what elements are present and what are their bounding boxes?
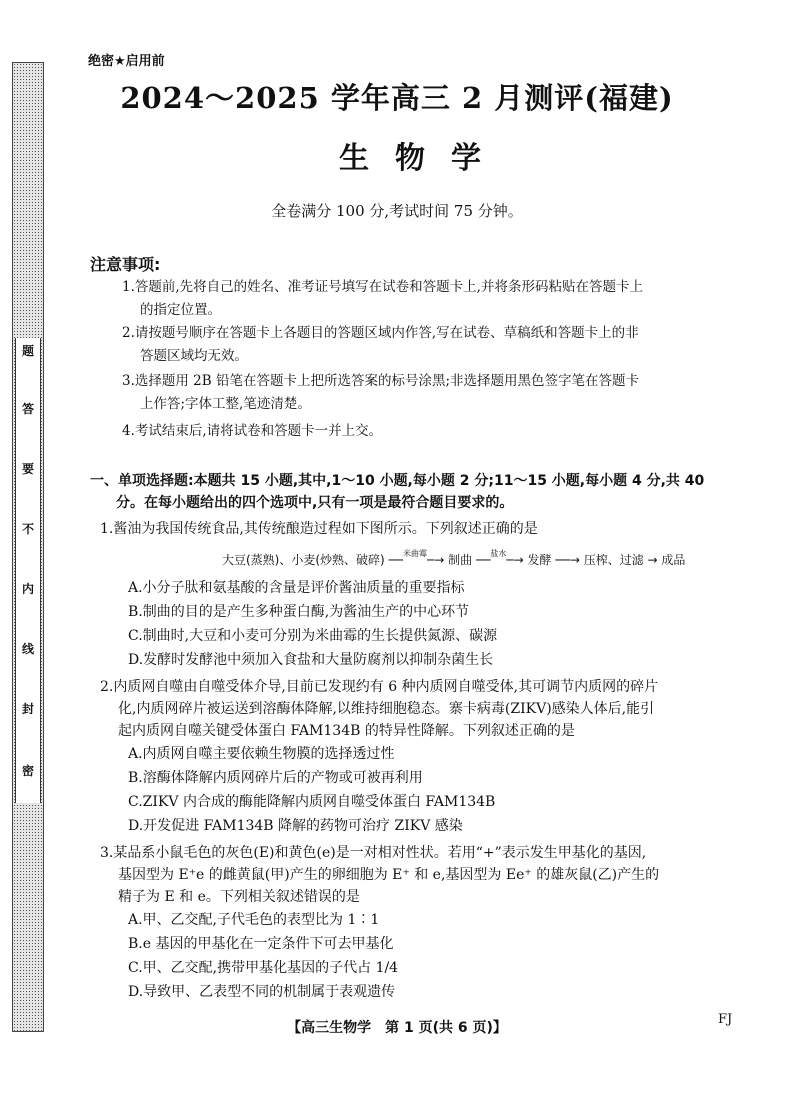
question-1-option-a: A.小分子肽和氨基酸的含量是评价酱油质量的重要指标 (128, 580, 465, 596)
notice-title: 注意事项: (90, 255, 161, 274)
question-2-stem (100, 676, 745, 742)
notice-line: 上作答;字体工整,笔迹清楚。 (140, 396, 311, 412)
flow-end: 压榨、过滤 → 成品 (583, 553, 686, 567)
flow-step: 发酵 (527, 553, 552, 567)
strip-char: 题 (21, 344, 34, 358)
question-2-option-b: B.溶酶体降解内质网碎片后的产物或可被再利用 (128, 770, 423, 786)
question-1-option-c: C.制曲时,大豆和小麦可分别为米曲霉的生长提供氮源、碳源 (128, 628, 498, 644)
question-3-stem (100, 842, 745, 908)
question-stem-line: 2.内质网自噬由自噬受体介导,目前已发现约有 6 种内质网自噬受体,其可调节内质网的碎片 (100, 679, 659, 695)
question-2-option-c: C.ZIKV 内合成的酶能降解内质网自噬受体蛋白 FAM134B (128, 794, 496, 810)
flow-start: 大豆(蒸熟)、小麦(炒熟、破碎) (222, 553, 385, 567)
flow-label: 米曲霉 (403, 549, 428, 558)
notice-item (122, 322, 772, 368)
strip-char: 要 (21, 462, 34, 476)
notice-item (122, 276, 772, 322)
question-3-option-b: B.e 基因的甲基化在一定条件下可去甲基化 (128, 936, 394, 952)
notice-item (122, 370, 772, 416)
flow-arrow-icon: ──→ (555, 553, 580, 567)
strip-char: 答 (21, 402, 34, 416)
question-1-option-b: B.制曲的目的是产生多种蛋白酶,为酱油生产的中心环节 (128, 604, 470, 620)
flow-arrow-icon: ── (388, 553, 404, 567)
question-3-option-d: D.导致甲、乙表型不同的机制属于表观遗传 (128, 984, 396, 1000)
section-heading-line: 一、单项选择题:本题共 15 小题,其中,1～10 小题,每小题 2 分;11～15 小题,每小题 4 分,共 40 (90, 473, 705, 489)
question-2-option-a: A.内质网自噬主要依赖生物膜的选择透过性 (128, 746, 395, 762)
question-stem-line: 基因型为 E⁺e 的雌黄鼠(甲)产生的卵细胞为 E⁺ 和 e,基因型为 Ee⁺ 的雄灰鼠(乙)产生的 (118, 867, 660, 883)
question-stem-line: 起内质网自噬关键受体蛋白 FAM134B 的特异性降解。下列叙述正确的是 (118, 723, 575, 739)
subject-title: 生物学 (339, 141, 507, 176)
binding-margin-label (15, 338, 41, 803)
question-3-option-c: C.甲、乙交配,携带甲基化基因的子代占 1/4 (128, 960, 399, 976)
strip-char: 不 (21, 522, 34, 536)
question-3-option-a: A.甲、乙交配,子代毛色的表型比为 1∶1 (128, 912, 380, 928)
section-heading-line: 分。在每小题给出的四个选项中,只有一项是最符合题目要求的。 (116, 495, 514, 511)
strip-char: 密 (21, 764, 34, 778)
question-stem-line: 精子为 E 和 e。下列相关叙述错误的是 (118, 889, 360, 905)
notice-line: 1.答题前,先将自己的姓名、准考证号填写在试卷和答题卡上,并将条形码粘贴在答题卡上 (122, 279, 643, 295)
flow-label: 盐水 (490, 549, 507, 558)
score-line: 全卷满分 100 分,考试时间 75 分钟。 (271, 202, 523, 220)
region-code: FJ (718, 1012, 733, 1027)
section-heading (90, 470, 740, 514)
question-1-stem: 1.酱油为我国传统食品,其传统酿造过程如下图所示。下列叙述正确的是 (100, 521, 538, 537)
fermentation-flow-diagram (222, 551, 685, 568)
page-footer: 【高三生物学 第 1 页(共 6 页)】 (287, 1020, 507, 1036)
exam-title: 2024～2025 学年高三 2 月测评(福建) (120, 81, 674, 115)
strip-char: 内 (21, 582, 34, 596)
notice-line: 的指定位置。 (140, 302, 221, 318)
strip-char: 封 (21, 702, 34, 716)
question-1-option-d: D.发酵时发酵池中须加入食盐和大量防腐剂以抑制杂菌生长 (128, 652, 494, 668)
notice-line: 2.请按题号顺序在答题卡上各题目的答题区域内作答,写在试卷、草稿纸和答题卡上的非 (122, 325, 639, 341)
question-stem-line: 化,内质网碎片被运送到溶酶体降解,以维持细胞稳态。寨卡病毒(ZIKV)感染人体后,能引 (118, 701, 655, 717)
notice-line: 4.考试结束后,请将试卷和答题卡一并上交。 (122, 423, 383, 439)
flow-step: 制曲 (448, 553, 473, 567)
flow-arrow-icon: ── (475, 553, 491, 567)
secret-label: 绝密★启用前 (88, 54, 165, 69)
question-2-option-d: D.开发促进 FAM134B 降解的药物可治疗 ZIKV 感染 (128, 818, 463, 834)
notice-line: 3.选择题用 2B 铅笔在答题卡上把所选答案的标号涂黑;非选择题用黑色签字笔在答题卡 (122, 373, 640, 389)
notice-line: 答题区域均无效。 (140, 348, 248, 364)
question-stem-line: 3.某品系小鼠毛色的灰色(E)和黄色(e)是一对相对性状。若用“+”表示发生甲基化的基因, (100, 845, 647, 861)
strip-char: 线 (21, 642, 34, 656)
flow-arrow-icon: ─→ (427, 553, 445, 567)
notice-item (122, 420, 772, 443)
flow-arrow-icon: ─→ (506, 553, 524, 567)
